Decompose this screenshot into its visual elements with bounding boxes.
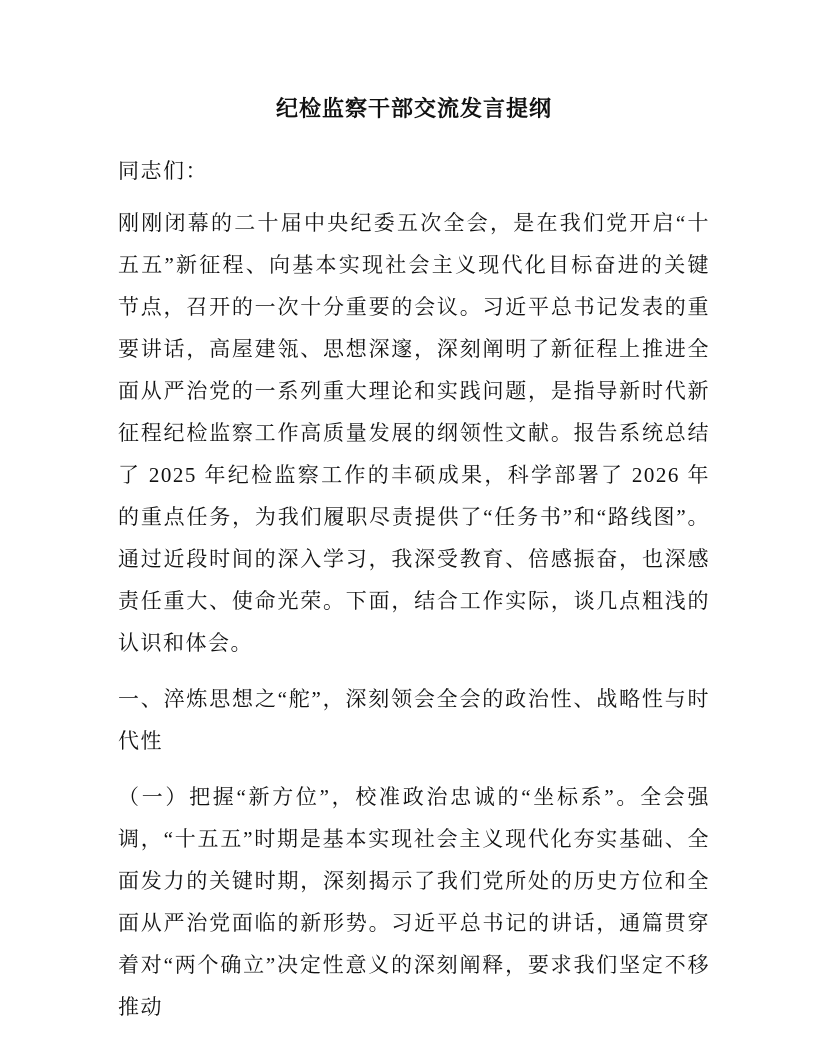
document-title: 纪检监察干部交流发言提纲 [275, 96, 552, 121]
salutation: 同志们： [118, 159, 208, 183]
paragraph-intro: 刚刚闭幕的二十届中央纪委五次全会，是在我们党开启“十五五”新征程、向基本实现社会主义现代化目标奋进的关键节点，召开的一次十分重要的会议。习近平总书记发表的重要讲话，高屋建瓴、思想深邃，深刻阐明了新征程上推进全面从严治党的一系列重大理论和实践问题，是指导新时代新征程纪检监察工作高质量发展的纲领性文献。报告系统总结了 2025 年纪检监察工作的丰硕成果，科学部署了 2026 年的重点任务，为我们履职尽责提供了“任务书”和“路线图”。通过近段时间的深入学习，我深受教育、倍感振奋，也深感责任重大、使命光荣。下面，结合工作实际，谈几点粗浅的认识和体会。 [118, 211, 710, 655]
paragraph-section-1-1: （一）把握“新方位”，校准政治忠诚的“坐标系”。全会强调，“十五五”时期是基本实现社会主义现代化夯实基础、全面发力的关键时期，深刻揭示了我们党所处的历史方位和全面从严治党面临的新形势。习近平总书记的讲话，通篇贯穿着对“两个确立”决定性意义的深刻阐释，要求我们坚定不移推动 [118, 785, 710, 1019]
section-heading-1: 一、淬炼思想之“舵”，深刻领会全会的政治性、战略性与时代性 [118, 687, 710, 753]
